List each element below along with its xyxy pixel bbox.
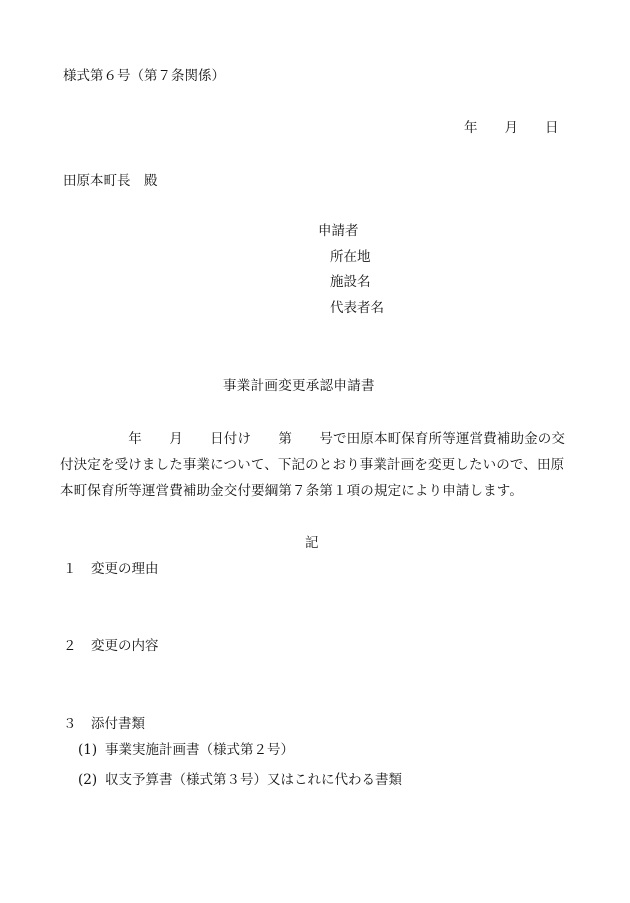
body-line-2: 付決定を受けました事業について、下記のとおり事業計画を変更したいので、田原 <box>60 457 565 473</box>
attachment-1-number: (1) <box>78 742 98 758</box>
body-line-1: 年 月 日付け 第 号で田原本町保育所等運営費補助金の交 <box>60 431 566 447</box>
document-title: 事業計画変更承認申請書 <box>223 378 375 394</box>
form-number: 様式第６号（第７条関係） <box>63 68 225 84</box>
section-1-number: １ <box>63 561 77 577</box>
section-3-number: ３ <box>63 716 77 732</box>
attachment-2-number: (2) <box>78 772 98 788</box>
attachment-2-label: 収支予算書（様式第３号）又はこれに代わる書類 <box>105 772 402 788</box>
section-2-label: 変更の内容 <box>91 638 159 654</box>
section-2-number: ２ <box>63 638 77 654</box>
applicant-field-address: 所在地 <box>330 249 371 265</box>
section-1-label: 変更の理由 <box>91 561 159 577</box>
section-3-label: 添付書類 <box>91 716 145 732</box>
body-line-3: 本町保育所等運営費補助金交付要綱第７条第１項の規定により申請します。 <box>60 483 524 499</box>
addressee: 田原本町長 殿 <box>63 173 158 189</box>
applicant-field-facility: 施設名 <box>330 274 371 290</box>
date-line: 年 月 日 <box>464 120 559 136</box>
applicant-field-representative: 代表者名 <box>330 300 384 316</box>
attachment-1-label: 事業実施計画書（様式第２号） <box>105 742 294 758</box>
ki-heading: 記 <box>305 535 319 551</box>
applicant-heading: 申請者 <box>318 223 359 239</box>
